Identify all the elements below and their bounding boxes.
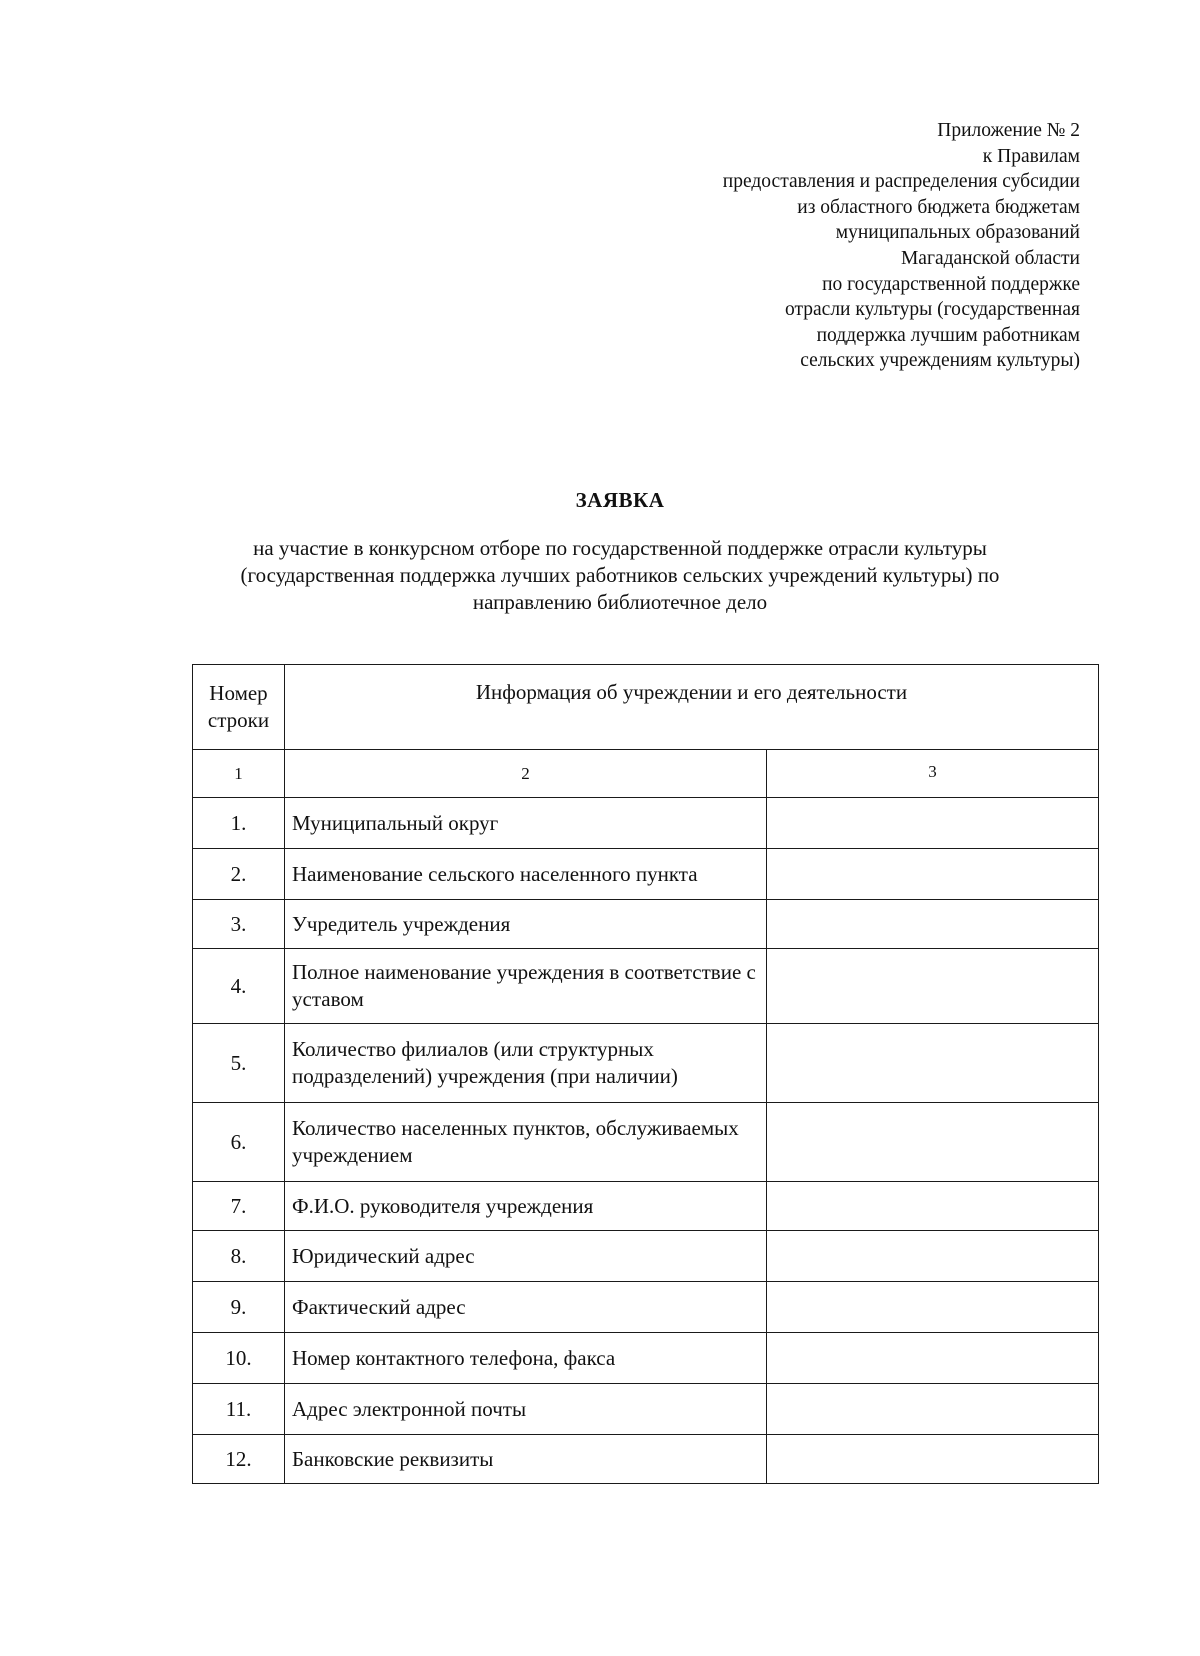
- row-label: Номер контактного телефона, факса: [285, 1333, 767, 1384]
- column-index: 3: [767, 750, 1099, 798]
- row-number: 12.: [193, 1435, 285, 1484]
- appendix-line: сельских учреждениям культуры): [800, 350, 1080, 372]
- header-row-number-line1: Номер: [209, 681, 268, 705]
- table-row: [193, 1024, 1099, 1103]
- row-number: 1.: [193, 798, 285, 849]
- row-value-cell[interactable]: [767, 1435, 1099, 1484]
- row-number: 8.: [193, 1231, 285, 1282]
- table-row: [193, 1384, 1099, 1435]
- row-value-cell[interactable]: [767, 900, 1099, 949]
- row-value-cell[interactable]: [767, 1333, 1099, 1384]
- table-row: [193, 849, 1099, 900]
- row-value-cell[interactable]: [767, 1231, 1099, 1282]
- row-number: 6.: [193, 1103, 285, 1182]
- appendix-line: Приложение № 2: [937, 120, 1080, 141]
- appendix-reference: [723, 118, 1080, 374]
- row-number: 10.: [193, 1333, 285, 1384]
- table-row: [193, 949, 1099, 1024]
- appendix-line: муниципальных образований: [835, 222, 1080, 244]
- appendix-line: Магаданской области: [900, 247, 1080, 269]
- table-row: [193, 1435, 1099, 1484]
- row-label: Адрес электронной почты: [285, 1384, 767, 1435]
- row-number: 5.: [193, 1024, 285, 1103]
- column-index-row: [193, 750, 1099, 798]
- document-subtitle: [190, 535, 1050, 616]
- row-label: Юридический адрес: [285, 1231, 767, 1282]
- row-label: Количество населенных пунктов, обслуживаемых учреждением: [285, 1103, 767, 1182]
- row-label: Наименование сельского населенного пункта: [285, 849, 767, 900]
- row-label: Банковские реквизиты: [285, 1435, 767, 1484]
- application-table: [192, 664, 1099, 1484]
- table-row: [193, 1182, 1099, 1231]
- appendix-line: поддержка лучшим работникам: [816, 324, 1080, 346]
- subtitle-line: направлению библиотечное дело: [472, 590, 768, 614]
- row-value-cell[interactable]: [767, 1384, 1099, 1435]
- row-number: 4.: [193, 949, 285, 1024]
- header-row-number: [193, 665, 285, 750]
- appendix-line: по государственной поддержке: [822, 273, 1080, 295]
- row-number: 9.: [193, 1282, 285, 1333]
- appendix-line: отрасли культуры (государственная: [785, 299, 1080, 321]
- table-row: [193, 1282, 1099, 1333]
- row-value-cell[interactable]: [767, 798, 1099, 849]
- row-number: 3.: [193, 900, 285, 949]
- table-row: [193, 1103, 1099, 1182]
- table-header-row: [193, 665, 1099, 750]
- row-value-cell[interactable]: [767, 1024, 1099, 1103]
- appendix-line: к Правилам: [982, 145, 1080, 167]
- table-row: [193, 1231, 1099, 1282]
- row-number: 7.: [193, 1182, 285, 1231]
- row-value-cell[interactable]: [767, 1182, 1099, 1231]
- row-value-cell[interactable]: [767, 849, 1099, 900]
- subtitle-line: (государственная поддержка лучших работников сельских учреждений культуры) по: [240, 563, 1000, 587]
- table-row: [193, 900, 1099, 949]
- subtitle-line: на участие в конкурсном отборе по государственной поддержке отрасли культуры: [253, 536, 987, 560]
- row-label: Количество филиалов (или структурных подразделений) учреждения (при наличии): [285, 1024, 767, 1103]
- row-value-cell[interactable]: [767, 1282, 1099, 1333]
- appendix-line: предоставления и распределения субсидии: [722, 171, 1080, 193]
- row-label: Учредитель учреждения: [285, 900, 767, 949]
- row-label: Полное наименование учреждения в соответствие с уставом: [285, 949, 767, 1024]
- row-label: Ф.И.О. руководителя учреждения: [285, 1182, 767, 1231]
- document-title: ЗАЯВКА: [575, 488, 665, 512]
- appendix-line: из областного бюджета бюджетам: [797, 196, 1080, 218]
- row-number: 2.: [193, 849, 285, 900]
- column-index: 2: [285, 750, 767, 798]
- row-label: Фактический адрес: [285, 1282, 767, 1333]
- row-label: Муниципальный округ: [285, 798, 767, 849]
- column-index: 1: [193, 750, 285, 798]
- table-row: [193, 798, 1099, 849]
- row-number: 11.: [193, 1384, 285, 1435]
- row-value-cell[interactable]: [767, 949, 1099, 1024]
- header-row-number-line2: строки: [207, 708, 270, 732]
- table-row: [193, 1333, 1099, 1384]
- header-info: Информация об учреждении и его деятельности: [285, 665, 1099, 750]
- row-value-cell[interactable]: [767, 1103, 1099, 1182]
